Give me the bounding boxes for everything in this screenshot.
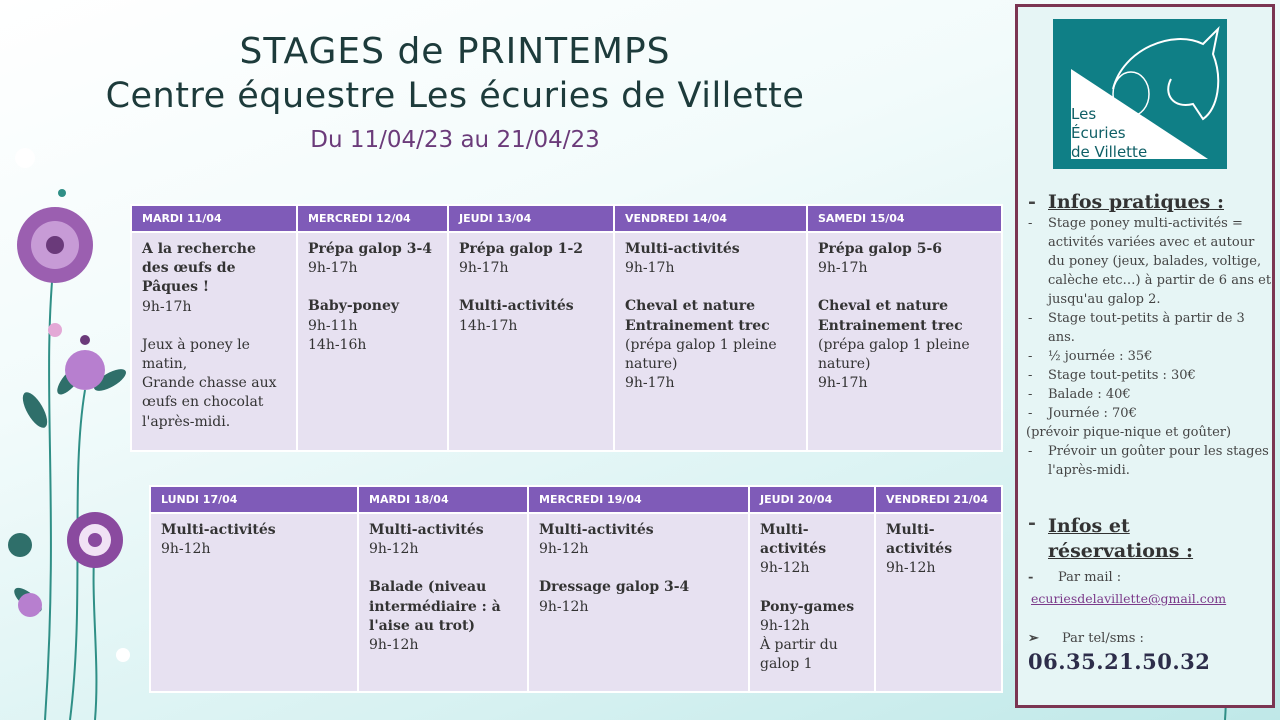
bullet: - <box>1028 311 1033 326</box>
cell-line: 9h-17h <box>459 260 509 277</box>
cell-line: Multi-activités <box>539 522 654 538</box>
cell-line: 9h-12h <box>760 617 810 634</box>
list-item <box>1028 366 1272 385</box>
cell-line: œufs en chocolat <box>142 394 264 411</box>
list-item <box>1028 347 1272 366</box>
bullet: - <box>1028 216 1033 231</box>
tel-label: Par tel/sms : <box>1062 631 1144 646</box>
cell-line: Multi- <box>886 522 935 538</box>
reservations-title: Infos et réservations : <box>1048 515 1194 562</box>
cell-line: À partir du <box>760 637 838 654</box>
infos-title: Infos pratiques : <box>1048 191 1224 213</box>
cell-line: (prépa galop 1 pleine <box>818 336 970 353</box>
week2-header-row <box>150 486 1002 513</box>
cell-line: 9h-17h <box>625 375 675 392</box>
day-header: MARDI 18/04 <box>358 486 528 513</box>
mail-label: Par mail : <box>1058 570 1122 585</box>
cell-line: 14h-16h <box>308 336 367 353</box>
cell-line <box>369 559 517 578</box>
schedule-cell <box>448 232 614 451</box>
cell-line: Prépa galop 1-2 <box>459 241 584 257</box>
table-row <box>131 232 1002 451</box>
cell-line: Baby-poney <box>308 298 399 315</box>
cell-line: 9h-17h <box>818 260 868 277</box>
info-text: Journée : 70€ <box>1048 406 1137 421</box>
info-text: Stage tout-petits à partir de 3 ans. <box>1048 311 1245 345</box>
bullet: - <box>1028 387 1033 402</box>
phone-number[interactable]: 06.35.21.50.32 <box>1028 649 1211 674</box>
logo <box>1053 19 1227 169</box>
email-link[interactable]: ecuriesdelavillette@gmail.com <box>1031 591 1227 606</box>
cell-line: 9h-17h <box>142 298 192 315</box>
cell-line: 9h-12h <box>886 560 936 577</box>
infos-section: - Infos pratiques : - Stage poney multi-activités = activités variées avec et autour du poney (jeux, balades, voltige, calèche etc…) à partir de 6 ans et jusqu'au galop 2. - Stage tout-petits à partir de 3 ans. - ½ journée : 35€ - Stage tout-petits : 30€ - Balade : 40€ - Journée : 70€ (prévoir pique-nique et goûter) - Prévoir un goûter pour les stages l'après-midi. - Infos et réservations : - Par mail : ecuriesdelavillette@gmail.com ➢ Par tel/sms : 06.35.21.50.32 <box>1026 191 1272 674</box>
schedule-cell <box>875 513 1002 692</box>
info-text: Balade : 40€ <box>1048 387 1131 402</box>
cell-line: 14h-17h <box>459 317 518 334</box>
schedule-cell <box>297 232 448 451</box>
date-range: Du 11/04/23 au 21/04/23 <box>310 127 600 153</box>
day-header: JEUDI 20/04 <box>749 486 875 513</box>
cell-line: 9h-12h <box>369 541 419 558</box>
cell-line <box>818 278 991 297</box>
day-header: MERCREDI 12/04 <box>297 205 448 232</box>
schedule-cell <box>749 513 875 692</box>
table-row <box>150 513 1002 692</box>
bullet: - <box>1028 349 1033 364</box>
cell-line: Grande chasse aux <box>142 375 277 392</box>
info-text: (prévoir pique-nique et goûter) <box>1026 425 1232 440</box>
cell-line: Pony-games <box>760 598 855 615</box>
list-item <box>1028 385 1272 404</box>
cell-line: Multi-activités <box>369 522 484 538</box>
arrow-bullet-icon: ➢ <box>1028 631 1039 646</box>
cell-line: matin, <box>142 356 188 373</box>
cell-line: Balade (niveau <box>369 579 487 596</box>
day-header: VENDREDI 21/04 <box>875 486 1002 513</box>
cell-line: 9h-12h <box>539 541 589 558</box>
infos-list <box>1028 214 1272 480</box>
cell-line: des œufs de <box>142 260 236 277</box>
cell-line: Multi- <box>760 522 809 538</box>
schedule-cell <box>131 232 297 451</box>
page-title: STAGES de PRINTEMPS <box>239 31 671 72</box>
day-header: JEUDI 13/04 <box>448 205 614 232</box>
cell-line: 9h-17h <box>308 260 358 277</box>
list-item <box>1028 214 1272 309</box>
day-header: MERCREDI 19/04 <box>528 486 749 513</box>
cell-line: 9h-12h <box>760 560 810 577</box>
cell-line: 9h-12h <box>369 637 419 654</box>
day-header: LUNDI 17/04 <box>150 486 358 513</box>
info-text: Prévoir un goûter pour les stages l'après-midi. <box>1048 444 1269 478</box>
cell-line: Entrainement trec <box>818 317 963 334</box>
list-item <box>1028 404 1272 423</box>
week2-schedule-table <box>149 485 1003 693</box>
cell-line: (prépa galop 1 pleine <box>625 336 777 353</box>
schedule-cell <box>358 513 528 692</box>
page-subtitle: Centre équestre Les écuries de Villette <box>105 76 805 116</box>
cell-line: A la recherche <box>142 241 256 257</box>
list-item <box>1028 423 1272 442</box>
schedule-cell <box>150 513 358 692</box>
cell-line <box>625 278 796 297</box>
bullet: - <box>1028 368 1033 383</box>
cell-line <box>760 579 864 598</box>
cell-line: nature) <box>818 356 871 373</box>
cell-line: Entrainement trec <box>625 317 770 334</box>
cell-line: activités <box>760 541 827 558</box>
schedule-cell <box>528 513 749 692</box>
week1-header-row <box>131 205 1002 232</box>
title-block <box>60 30 850 160</box>
day-header: SAMEDI 15/04 <box>807 205 1002 232</box>
bullet: - <box>1028 444 1033 459</box>
schedule-cell <box>807 232 1002 451</box>
info-text: Stage tout-petits : 30€ <box>1048 368 1196 383</box>
cell-line: Cheval et nature <box>818 298 949 315</box>
cell-line: Multi-activités <box>625 241 740 257</box>
cell-line: nature) <box>625 356 678 373</box>
cell-line: Multi-activités <box>459 298 574 315</box>
cell-line: 9h-17h <box>818 375 868 392</box>
cell-line: l'après-midi. <box>142 413 231 430</box>
cell-line: activités <box>886 541 953 558</box>
week1-schedule-table <box>130 204 1003 452</box>
cell-line: Jeux à poney le <box>142 336 250 353</box>
cell-line <box>308 278 437 297</box>
cell-line: 9h-12h <box>161 541 211 558</box>
info-text: ½ journée : 35€ <box>1048 349 1153 364</box>
cell-line <box>459 278 603 297</box>
list-item <box>1028 309 1272 347</box>
cell-line: Prépa galop 5-6 <box>818 241 943 257</box>
cell-line: 9h-17h <box>625 260 675 277</box>
cell-line <box>142 317 286 336</box>
list-item <box>1028 442 1272 480</box>
cell-line: Multi-activités <box>161 522 276 538</box>
logo-text: Les Écuries de Villette <box>1071 105 1148 161</box>
cell-line: 9h-12h <box>539 598 589 615</box>
info-sidebar <box>1015 4 1275 708</box>
schedule-cell <box>614 232 807 451</box>
cell-line: Prépa galop 3-4 <box>308 241 433 257</box>
cell-line: galop 1 <box>760 656 813 673</box>
info-text: Stage poney multi-activités = activités variées avec et autour du poney (jeux, balades, voltige, calèche etc…) à partir de 6 ans et jusqu'au galop 2. <box>1048 216 1272 307</box>
bullet: - <box>1028 406 1033 421</box>
cell-line <box>539 559 738 578</box>
cell-line: 9h-11h <box>308 317 358 334</box>
cell-line: Pâques ! <box>142 279 209 296</box>
day-header: MARDI 11/04 <box>131 205 297 232</box>
cell-line: Cheval et nature <box>625 298 756 315</box>
day-header: VENDREDI 14/04 <box>614 205 807 232</box>
cell-line: intermédiaire : à <box>369 598 501 615</box>
cell-line: Dressage galop 3-4 <box>539 579 690 596</box>
cell-line: l'aise au trot) <box>369 617 476 634</box>
